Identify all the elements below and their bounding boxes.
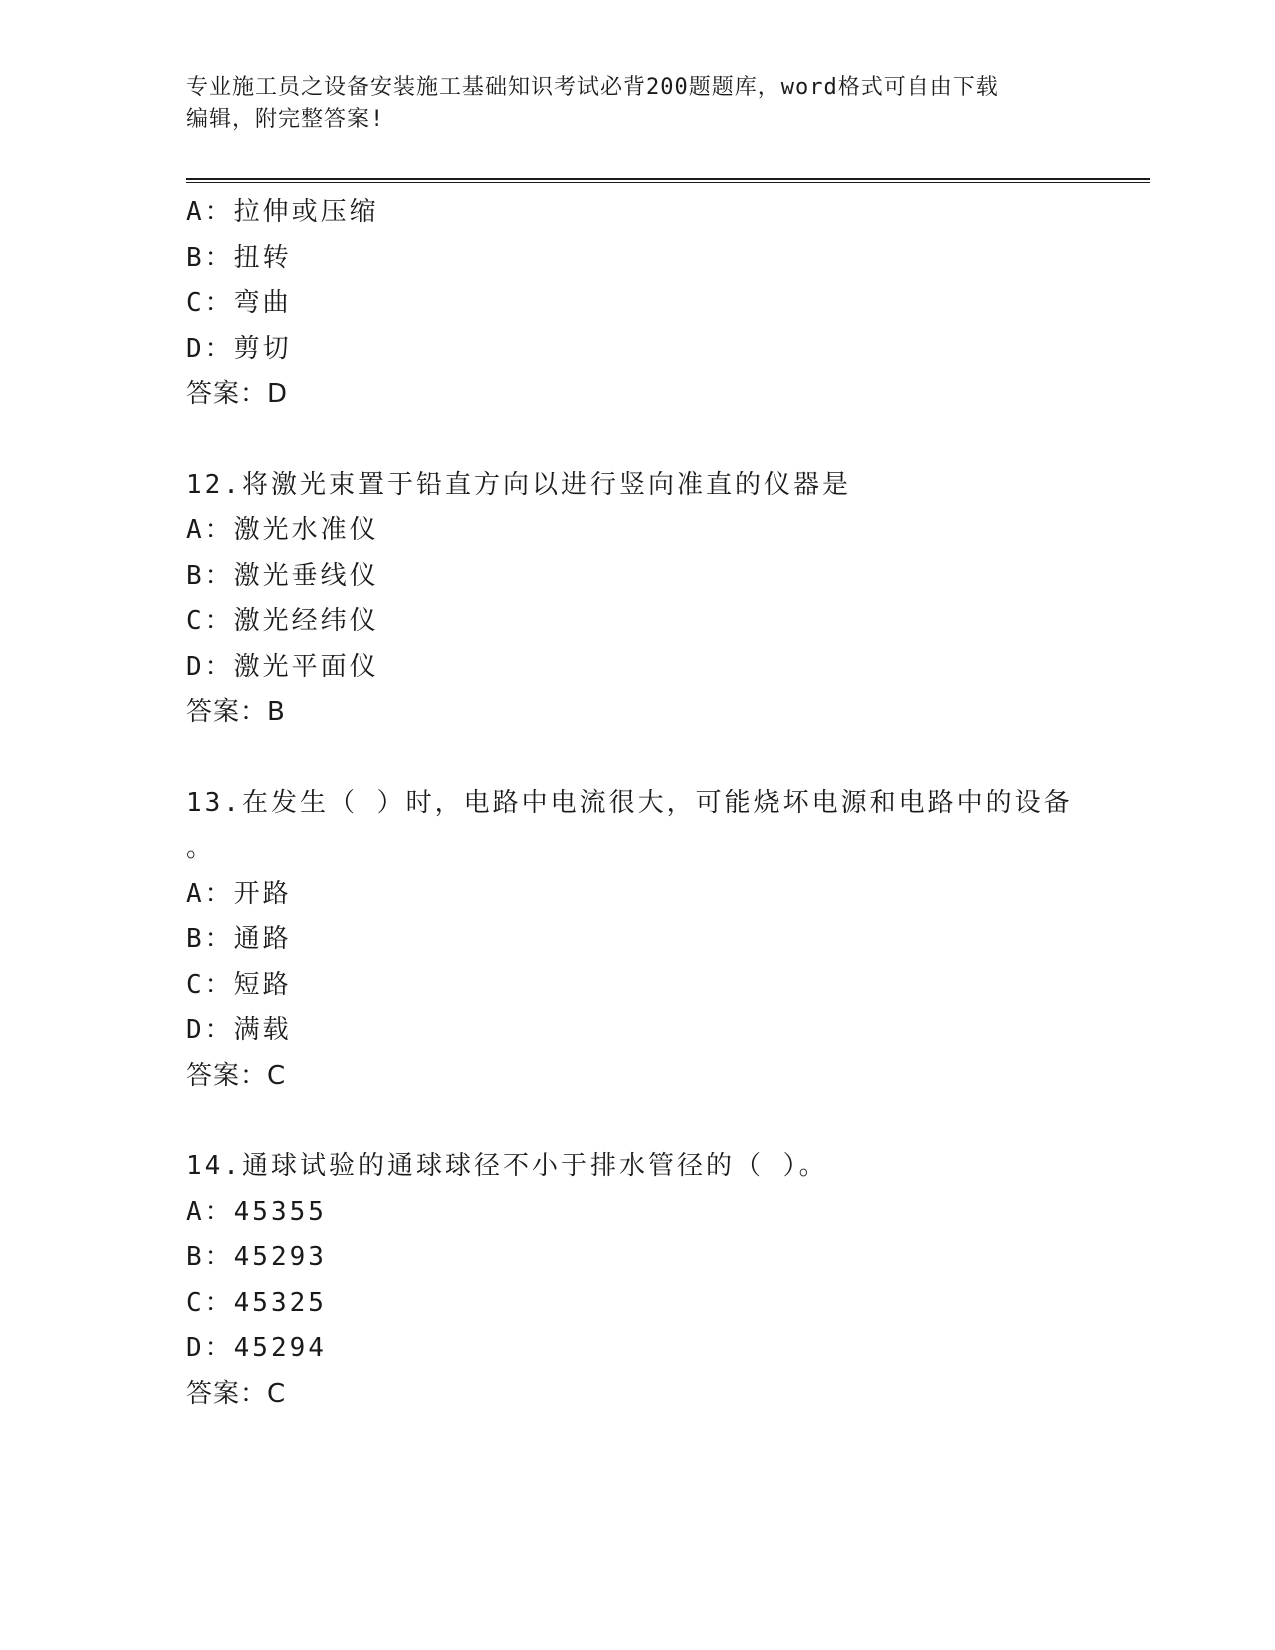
option-a: A：45355 xyxy=(186,1196,327,1227)
option-b: B：扭转 xyxy=(186,242,292,273)
question-11 xyxy=(186,190,1086,418)
question-list xyxy=(186,190,1086,1417)
option-c: C：短路 xyxy=(186,969,292,1000)
answer: 答案：C xyxy=(186,1378,287,1409)
option-d: D：激光平面仪 xyxy=(186,651,379,682)
document-header xyxy=(186,72,1066,136)
question-text: 13.在发生（ ）时，电路中电流很大，可能烧坏电源和电路中的设备 xyxy=(186,787,1073,818)
answer: 答案：D xyxy=(186,379,289,409)
option-a: A：拉伸或压缩 xyxy=(186,197,379,227)
header-title-line2: 编辑，附完整答案! xyxy=(186,107,385,132)
question-text: 14.通球试验的通球球径不小于排水管径的（ ）。 xyxy=(186,1151,828,1181)
option-a: A：开路 xyxy=(186,878,292,909)
question-13 xyxy=(186,781,1086,1100)
option-c: C：45325 xyxy=(186,1287,327,1318)
question-12 xyxy=(186,463,1086,736)
answer: 答案：B xyxy=(186,697,286,727)
question-14 xyxy=(186,1144,1086,1417)
option-d: D：满载 xyxy=(186,1015,292,1045)
header-rule-thin xyxy=(186,182,1150,183)
option-c: C：弯曲 xyxy=(186,288,292,318)
option-d: D：45294 xyxy=(186,1333,327,1363)
option-a: A：激光水准仪 xyxy=(186,515,379,545)
header-title-line1: 专业施工员之设备安装施工基础知识考试必背200题题库，word格式可自由下载 xyxy=(186,75,999,100)
option-b: B：通路 xyxy=(186,924,292,954)
question-text: 12.将激光束置于铅直方向以进行竖向准直的仪器是 xyxy=(186,469,851,500)
option-b: B：45293 xyxy=(186,1242,327,1272)
header-rule-thick xyxy=(186,178,1150,180)
question-text-continued: 。 xyxy=(186,833,216,863)
option-b: B：激光垂线仪 xyxy=(186,560,379,591)
option-c: C：激光经纬仪 xyxy=(186,606,379,636)
option-d: D：剪切 xyxy=(186,333,292,364)
answer: 答案：C xyxy=(186,1060,287,1091)
